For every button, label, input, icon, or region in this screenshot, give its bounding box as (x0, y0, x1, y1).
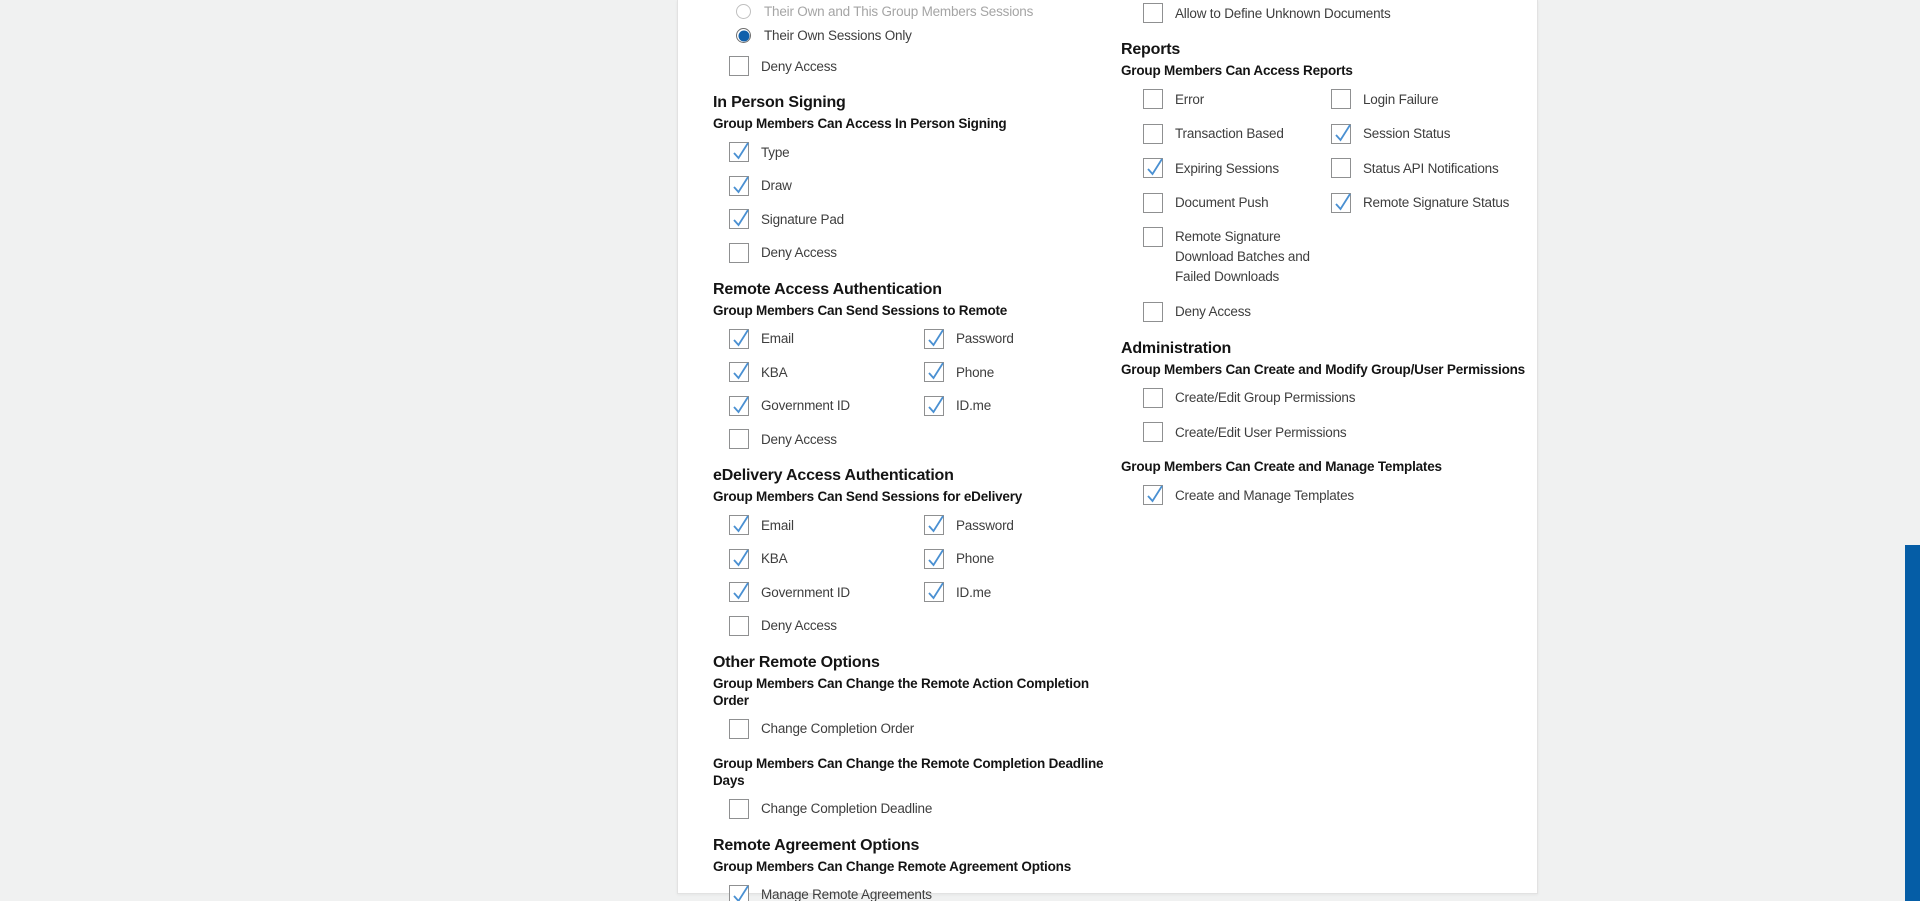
checkbox-row (729, 209, 1117, 229)
checkbox-row (729, 142, 1117, 162)
checkbox-row (1143, 124, 1331, 144)
government-id-checkbox[interactable] (729, 582, 749, 602)
checkbox-label: Government ID (761, 584, 850, 600)
group-subtitle: Group Members Can Access In Person Signing (713, 116, 1007, 131)
remote-signature-status-checkbox[interactable] (1331, 193, 1351, 213)
checkbox-label: Allow to Define Unknown Documents (1175, 5, 1391, 21)
checkbox-row (1331, 158, 1535, 178)
radio-button[interactable] (736, 28, 751, 43)
section-edelivery-access-authentication (713, 466, 1117, 636)
status-api-notifications-checkbox[interactable] (1331, 158, 1351, 178)
expiring-sessions-checkbox[interactable] (1143, 158, 1163, 178)
left-sections (713, 93, 1117, 901)
checkbox-label: Document Push (1175, 195, 1269, 210)
group-subtitle: Group Members Can Create and Modify Group/User Permissions (1121, 361, 1525, 377)
section-remote-access-authentication (713, 280, 1117, 450)
checkbox-row (1143, 89, 1331, 109)
checkbox-label: Transaction Based (1175, 126, 1284, 141)
checkbox-row (729, 582, 924, 602)
id-me-checkbox[interactable] (924, 582, 944, 602)
group-subtitle: Group Members Can Access Reports (1121, 63, 1353, 78)
radio-option-their-own-sessions-only[interactable] (736, 28, 1117, 43)
checkbox-group (1143, 388, 1535, 443)
checkbox-group (1143, 89, 1535, 322)
checkbox-row (1143, 302, 1331, 322)
create-edit-user-permissions-checkbox[interactable] (1143, 422, 1163, 442)
checkbox-row (729, 719, 1117, 739)
checkbox-label: Deny Access (1175, 304, 1251, 319)
right-column (1121, 0, 1535, 505)
checkbox-group (1143, 485, 1535, 505)
section-in-person-signing (713, 93, 1117, 263)
checkbox-row (729, 176, 1117, 196)
group-subtitle: Group Members Can Change the Remote Completion Deadline Days (713, 755, 1104, 788)
checkbox-group (729, 885, 1117, 901)
id-me-checkbox[interactable] (924, 396, 944, 416)
error-checkbox[interactable] (1143, 89, 1163, 109)
section-title: In Person Signing (713, 94, 846, 111)
checkbox-row (1331, 89, 1535, 109)
checkbox-label: Change Completion Deadline (761, 801, 933, 816)
manage-remote-agreements-checkbox[interactable] (729, 885, 749, 901)
checkbox-row (729, 429, 924, 449)
section-reports (1121, 40, 1535, 322)
group-subtitle: Group Members Can Send Sessions to Remote (713, 302, 1008, 318)
password-checkbox[interactable] (924, 515, 944, 535)
checkbox-label: Manage Remote Agreements (761, 887, 932, 901)
remote-signature-download-batches-and-failed-downloads-checkbox[interactable] (1143, 227, 1163, 247)
checkbox-row (1143, 158, 1331, 178)
checkbox-row (1143, 485, 1535, 505)
checkbox-row (924, 582, 1117, 602)
section-title: Reports (1121, 41, 1181, 58)
checkbox-label: Remote Signature Status (1363, 195, 1510, 210)
type-checkbox[interactable] (729, 142, 749, 162)
checkbox-label: Error (1175, 91, 1204, 107)
checkbox-row (924, 362, 1117, 382)
deny-access-checkbox[interactable] (729, 56, 749, 76)
checkbox-label: Type (761, 144, 790, 160)
group-subtitle: Group Members Can Change the Remote Action Completion Order (713, 675, 1089, 708)
checkbox-row (729, 362, 924, 382)
radio-button[interactable] (736, 4, 751, 19)
scrollbar-thumb[interactable] (1905, 545, 1920, 901)
checkbox-label: Password (956, 517, 1014, 533)
checkbox-label: Login Failure (1363, 91, 1439, 107)
checkbox-group (729, 329, 1117, 450)
transaction-based-checkbox[interactable] (1143, 124, 1163, 144)
checkbox-row (729, 515, 924, 535)
checkbox-label: Email (761, 517, 794, 533)
draw-checkbox[interactable] (729, 176, 749, 196)
group-subtitle: Group Members Can Send Sessions for eDelivery (713, 489, 1023, 504)
right-sections (1121, 40, 1535, 505)
checkbox-label: Deny Access (761, 431, 837, 447)
checkbox-row (924, 515, 1117, 535)
password-checkbox[interactable] (924, 329, 944, 349)
section-title: Remote Access Authentication (713, 280, 942, 298)
checkbox-row (729, 56, 1117, 76)
checkbox-group (729, 719, 1117, 739)
deny-access-checkbox[interactable] (729, 616, 749, 636)
checkbox-row (924, 549, 1117, 569)
allow-to-define-unknown-documents-checkbox[interactable] (1143, 3, 1163, 23)
checkbox-row (729, 243, 1117, 263)
radio-label: Their Own and This Group Members Sessions (764, 4, 1034, 19)
email-checkbox[interactable] (729, 515, 749, 535)
deny-access-checkbox[interactable] (729, 429, 749, 449)
checkbox-label: Create and Manage Templates (1175, 487, 1354, 503)
left-column (713, 0, 1117, 901)
kba-checkbox[interactable] (729, 549, 749, 569)
checkbox-group (729, 515, 1117, 636)
checkbox-row (729, 396, 924, 416)
checkbox-row (924, 396, 1117, 416)
checkbox-label: KBA (761, 551, 788, 566)
checkbox-label: Email (761, 331, 794, 346)
section-title: eDelivery Access Authentication (713, 467, 954, 484)
signature-pad-checkbox[interactable] (729, 209, 749, 229)
checkbox-label: Status API Notifications (1363, 160, 1499, 176)
checkbox-group (729, 799, 1117, 819)
phone-checkbox[interactable] (924, 362, 944, 382)
checkbox-row (729, 799, 1117, 819)
group-subtitle: Group Members Can Create and Manage Templates (1121, 459, 1442, 474)
session-status-checkbox[interactable] (1331, 124, 1351, 144)
checkbox-label: Remote Signature Download Batches and Failed Downloads (1175, 229, 1310, 284)
radio-option-their-own-and-this-group-members-sessions[interactable] (736, 4, 1117, 19)
checkbox-row (1143, 193, 1331, 213)
checkbox-row (729, 549, 924, 569)
checkbox-row (1331, 124, 1535, 144)
checkbox-label: Government ID (761, 398, 850, 413)
phone-checkbox[interactable] (924, 549, 944, 569)
checkbox-label: Session Status (1363, 126, 1451, 141)
checkbox-label: Deny Access (761, 245, 837, 260)
checkbox-label: Signature Pad (761, 211, 844, 227)
checkbox-row (729, 329, 924, 349)
email-checkbox[interactable] (729, 329, 749, 349)
section-remote-agreement-options (713, 836, 1117, 901)
checkbox-label: Expiring Sessions (1175, 160, 1279, 176)
checkbox-group (729, 142, 1117, 263)
checkbox-row (1331, 193, 1535, 213)
checkbox-row (729, 885, 1117, 901)
section-other-remote-options (713, 653, 1117, 819)
section-title: Other Remote Options (713, 653, 880, 671)
deny-access-checkbox[interactable] (729, 243, 749, 263)
change-completion-deadline-checkbox[interactable] (729, 799, 749, 819)
create-and-manage-templates-checkbox[interactable] (1143, 485, 1163, 505)
checkbox-label: Phone (956, 551, 995, 566)
checkbox-label: Deny Access (761, 58, 837, 74)
checkbox-row (1143, 227, 1331, 287)
checkbox-row (729, 616, 924, 636)
session-access-radio-group (736, 0, 1117, 43)
create-edit-group-permissions-checkbox[interactable] (1143, 388, 1163, 408)
section-administration (1121, 339, 1535, 506)
unknown-documents-group (1143, 3, 1535, 23)
document-push-checkbox[interactable] (1143, 193, 1163, 213)
checkbox-label: Phone (956, 364, 995, 380)
kba-checkbox[interactable] (729, 362, 749, 382)
session-access-deny-group (729, 56, 1117, 76)
checkbox-label: Create/Edit Group Permissions (1175, 390, 1356, 405)
checkbox-row (1143, 422, 1535, 442)
checkbox-label: KBA (761, 364, 788, 380)
checkbox-label: ID.me (956, 398, 992, 413)
change-completion-order-checkbox[interactable] (729, 719, 749, 739)
checkbox-label: Change Completion Order (761, 721, 914, 736)
checkbox-row (1143, 388, 1535, 408)
deny-access-checkbox[interactable] (1143, 302, 1163, 322)
checkbox-label: Create/Edit User Permissions (1175, 424, 1347, 440)
checkbox-label: Deny Access (761, 618, 837, 633)
checkbox-label: ID.me (956, 584, 992, 600)
radio-label: Their Own Sessions Only (764, 28, 912, 43)
section-title: Remote Agreement Options (713, 836, 920, 854)
checkbox-row (924, 329, 1117, 349)
checkbox-label: Draw (761, 178, 792, 193)
permissions-panel (677, 0, 1538, 901)
government-id-checkbox[interactable] (729, 396, 749, 416)
section-title: Administration (1121, 339, 1232, 357)
group-subtitle: Group Members Can Change Remote Agreement Options (713, 858, 1072, 874)
checkbox-row (1143, 3, 1535, 23)
checkbox-label: Password (956, 331, 1014, 346)
login-failure-checkbox[interactable] (1331, 89, 1351, 109)
